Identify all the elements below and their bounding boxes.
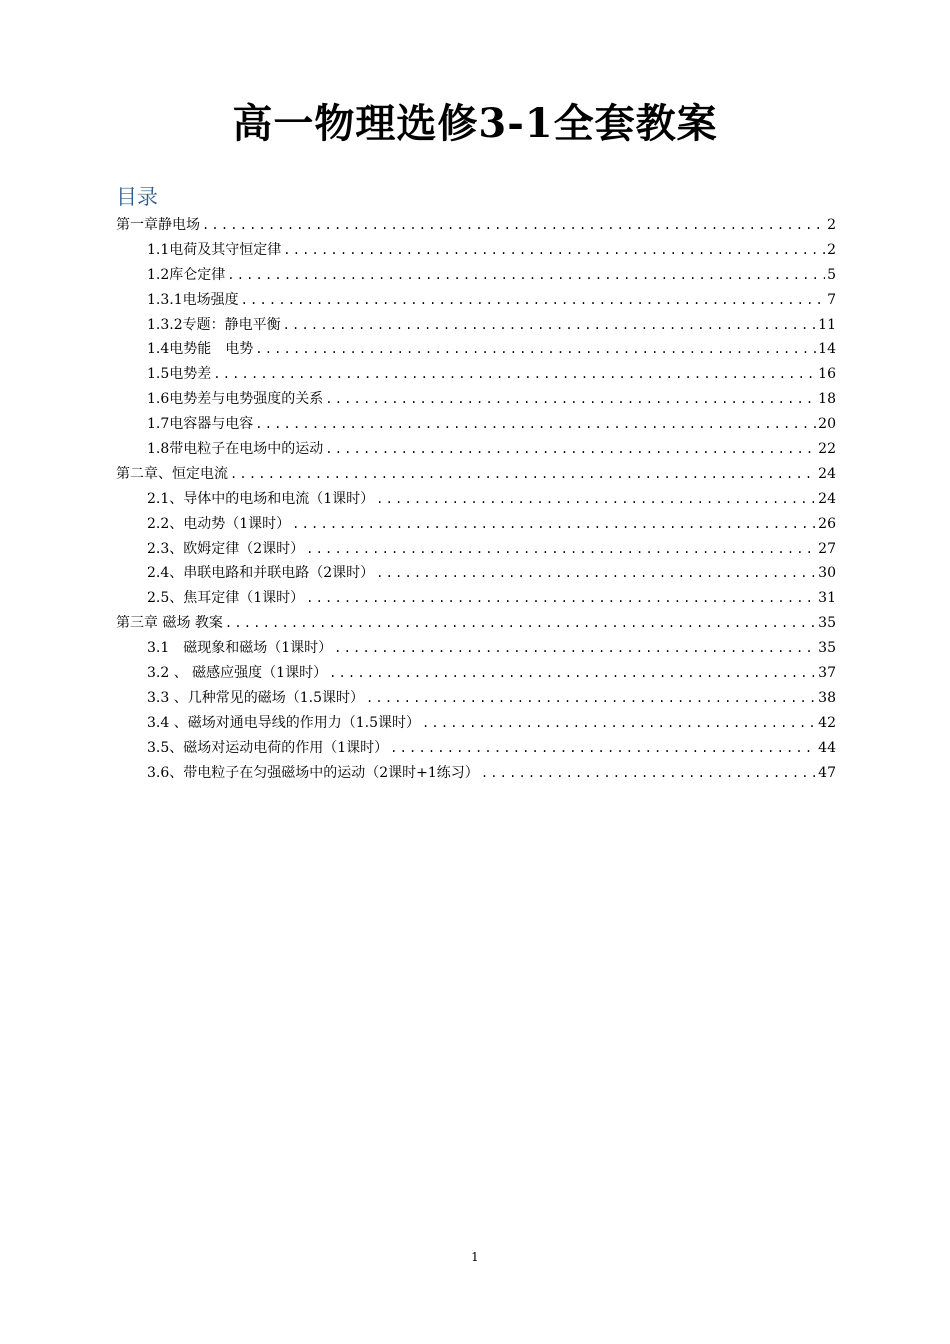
toc-entry-label: 3.1 磁现象和磁场（1课时） — [147, 640, 333, 657]
toc-dot-leader — [334, 636, 816, 661]
toc-dot-leader — [306, 586, 816, 611]
toc-dot-leader — [230, 462, 816, 487]
toc-entry-page: 31 — [818, 590, 836, 607]
page-number: 1 — [471, 1250, 479, 1264]
toc-entry-label: 2.2、电动势（1课时） — [147, 515, 291, 532]
toc-dot-leader — [366, 686, 816, 711]
toc-entry[interactable] — [116, 561, 836, 586]
toc-entry-label: 3.4 、磁场对通电导线的作用力（1.5课时） — [147, 714, 420, 731]
toc-dot-leader — [325, 387, 816, 412]
toc-entry-label: 3.5、磁场对运动电荷的作用（1课时） — [147, 739, 389, 756]
toc-entry-label: 第一章静电场 — [116, 217, 200, 233]
toc-entry[interactable] — [116, 362, 836, 387]
toc-entry[interactable] — [116, 736, 836, 761]
toc-entry-page: 27 — [818, 540, 836, 557]
toc-entry-page: 42 — [818, 714, 836, 731]
toc-entry-page: 26 — [818, 515, 836, 532]
toc-entry-page: 16 — [818, 366, 836, 383]
toc-dot-leader — [376, 561, 816, 586]
toc-entry[interactable] — [116, 487, 836, 512]
toc-dot-leader — [283, 313, 817, 338]
toc-entry-page: 2 — [827, 217, 836, 233]
toc-dot-leader — [225, 611, 816, 636]
toc-entry-page: 7 — [827, 291, 836, 308]
toc-entry[interactable] — [116, 337, 836, 362]
toc-entry-label: 1.6电势差与电势强度的关系 — [147, 391, 324, 408]
toc-dot-leader — [292, 512, 816, 537]
toc-entry-page: 44 — [818, 739, 836, 756]
toc-entry-label: 第三章 磁场 教案 — [116, 615, 223, 632]
toc-entry-page: 37 — [818, 665, 836, 682]
toc-entry-page: 38 — [818, 689, 836, 706]
toc-entry-page: 11 — [818, 316, 836, 333]
toc-dot-leader — [241, 288, 825, 313]
toc-entry-page: 24 — [818, 465, 836, 482]
toc-entry[interactable] — [116, 686, 836, 711]
toc-dot-leader — [255, 412, 816, 437]
toc-entry-page: 30 — [818, 565, 836, 582]
toc-entry-page: 35 — [818, 615, 836, 632]
toc-entry-label: 2.3、欧姆定律（2课时） — [147, 540, 305, 557]
toc-entry-label: 2.4、串联电路和并联电路（2课时） — [147, 565, 375, 582]
toc-dot-leader — [422, 711, 816, 736]
toc-entry-label: 1.1电荷及其守恒定律 — [147, 241, 282, 258]
toc-entry-label: 1.2库仑定律 — [147, 266, 226, 283]
toc-entry-label: 1.3.1电场强度 — [147, 291, 239, 308]
toc-entry[interactable] — [116, 537, 836, 562]
toc-dot-leader — [213, 362, 816, 387]
toc-entry-page: 35 — [818, 640, 836, 657]
toc-entry-label: 2.1、导体中的电场和电流（1课时） — [147, 490, 375, 507]
toc-entry-label: 1.8带电粒子在电场中的运动 — [147, 441, 324, 458]
toc-entry-label: 3.3 、几种常见的磁场（1.5课时） — [147, 689, 364, 706]
toc-entry-label: 1.5电势差 — [147, 366, 212, 383]
toc-entry-label: 1.3.2专题：静电平衡 — [147, 316, 281, 333]
toc-entry[interactable] — [116, 661, 836, 686]
toc-entry-page: 22 — [818, 441, 836, 458]
toc-dot-leader — [306, 537, 816, 562]
toc-entry[interactable] — [116, 586, 836, 611]
toc-entry-label: 2.5、焦耳定律（1课时） — [147, 590, 305, 607]
toc-entry-label: 1.4电势能 电势 — [147, 341, 254, 358]
document-title: 高一物理选修3-1全套教案 — [232, 100, 718, 147]
toc-entry[interactable] — [116, 462, 836, 487]
toc-entry[interactable] — [116, 512, 836, 537]
toc-entry[interactable] — [116, 636, 836, 661]
toc-entry[interactable] — [116, 387, 836, 412]
toc-entry-label: 3.6、带电粒子在匀强磁场中的运动（2课时+1练习） — [147, 764, 479, 781]
table-of-contents — [116, 213, 836, 785]
toc-entry-label: 第二章、恒定电流 — [116, 465, 228, 482]
toc-dot-leader — [481, 761, 816, 786]
toc-entry[interactable] — [116, 711, 836, 736]
toc-entry[interactable] — [116, 313, 836, 338]
toc-entry[interactable] — [116, 213, 836, 238]
toc-entry[interactable] — [116, 761, 836, 786]
toc-dot-leader — [283, 238, 825, 263]
toc-dot-leader — [390, 736, 816, 761]
toc-entry-page: 18 — [818, 391, 836, 408]
toc-entry-page: 14 — [818, 341, 836, 358]
toc-entry[interactable] — [116, 288, 836, 313]
toc-entry-page: 24 — [818, 490, 836, 507]
toc-entry[interactable] — [116, 437, 836, 462]
toc-entry[interactable] — [116, 611, 836, 636]
toc-dot-leader — [202, 213, 825, 238]
toc-entry-page: 47 — [818, 764, 836, 781]
toc-entry-page: 20 — [818, 416, 836, 433]
toc-dot-leader — [325, 437, 816, 462]
toc-heading: 目录 — [116, 185, 158, 209]
toc-entry-label: 3.2 、 磁感应强度（1课时） — [147, 665, 328, 682]
toc-dot-leader — [329, 661, 816, 686]
toc-entry-page: 5 — [827, 266, 836, 283]
toc-entry-page: 2 — [827, 241, 836, 258]
toc-entry[interactable] — [116, 412, 836, 437]
toc-entry-label: 1.7电容器与电容 — [147, 416, 254, 433]
toc-entry[interactable] — [116, 238, 836, 263]
toc-dot-leader — [227, 263, 825, 288]
toc-dot-leader — [376, 487, 816, 512]
toc-entry[interactable] — [116, 263, 836, 288]
toc-dot-leader — [255, 337, 816, 362]
